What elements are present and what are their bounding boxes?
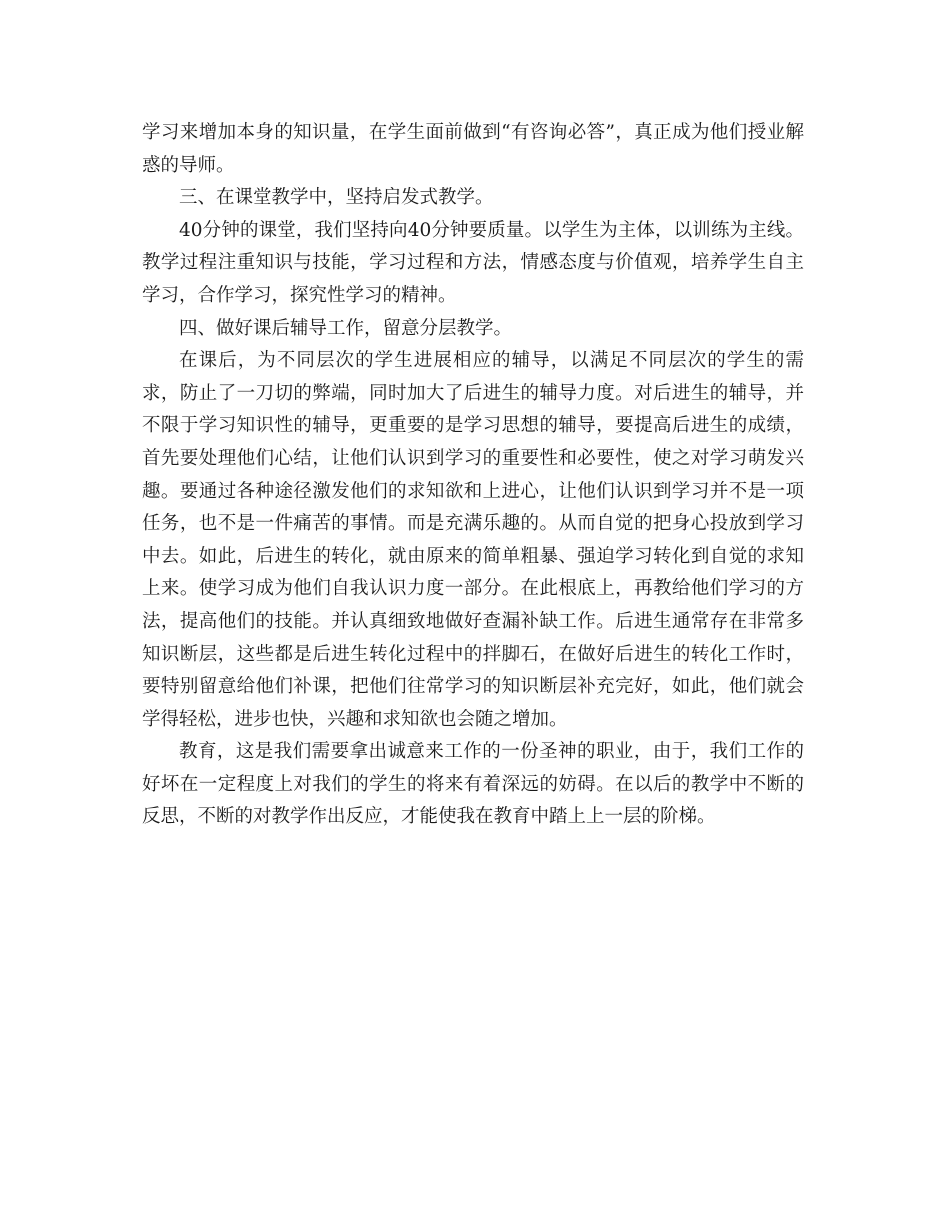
paragraph-continuation: 学习来增加本身的知识量，在学生面前做到“有咨询必答”，真正成为他们授业解惑的导师。 [142, 122, 804, 176]
document-body [142, 117, 804, 834]
paragraph: 40分钟的课堂，我们坚持向40分钟要质量。以学生为主体，以训练为主线。教学过程注重知识与技能，学习过程和方法，情感态度与价值观，培养学生自主学习，合作学习，探究性学习的精神。 [142, 219, 804, 306]
section-heading-4: 四、做好课后辅导工作，留意分层教学。 [179, 317, 513, 339]
paragraph: 在课后，为不同层次的学生进展相应的辅导，以满足不同层次的学生的需求，防止了一刀切的弊端，同时加大了后进生的辅导力度。对后进生的辅导，并不限于学习知识性的辅导，更重要的是学习思想的辅导，要提高后进生的成绩，首先要处理他们心结，让他们认识到学习的重要性和必要性，使之对学习萌发兴趣。要通过各种途径激发他们的求知欲和上进心，让他们认识到学习并不是一项任务，也不是一件痛苦的事情。而是充满乐趣的。从而自觉的把身心投放到学习中去。如此，后进生的转化，就由原来的简单粗暴、强迫学习转化到自觉的求知上来。使学习成为他们自我认识力度一部分。在此根底上，再教给他们学习的方法，提高他们的技能。并认真细致地做好查漏补缺工作。后进生通常存在非常多知识断层，这些都是后进生转化过程中的拌脚石，在做好后进生的转化工作时，要特别留意给他们补课，把他们往常学习的知识断层补充完好，如此，他们就会学得轻松，进步也快，兴趣和求知欲也会随之增加。 [142, 350, 804, 730]
section-heading-3: 三、在课堂教学中，坚持启发式教学。 [179, 187, 494, 209]
paragraph: 教育，这是我们需要拿出诚意来工作的一份圣神的职业，由于，我们工作的好坏在一定程度上对我们的学生的将来有着深远的妨碍。在以后的教学中不断的反思，不断的对教学作出反应，才能使我在教育中踏上上一层的阶梯。 [142, 741, 804, 828]
